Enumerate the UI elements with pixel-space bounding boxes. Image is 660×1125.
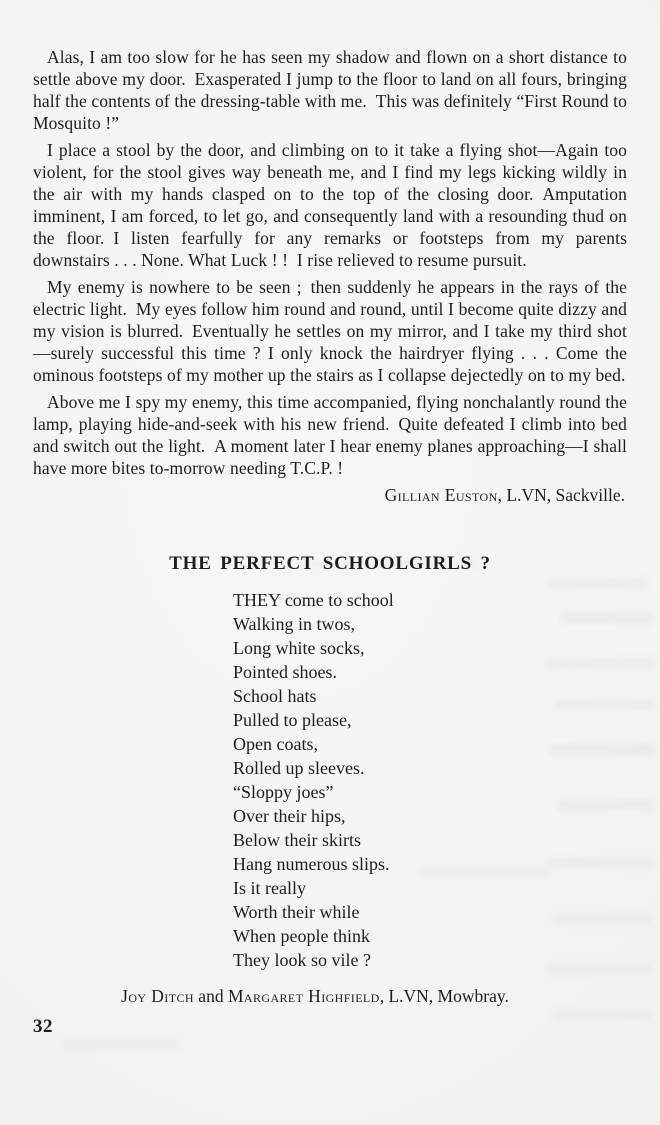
page-content	[33, 46, 627, 1038]
poem-line: School hats	[233, 686, 317, 706]
poem-line: Pulled to please,	[233, 710, 352, 730]
story-paragraph-4: Above me I spy my enemy, this time accompanied, flying nonchalantly round the lamp, playing hide-and-seek with his new friend. Quite defeated I climb into bed and switch out the light. A moment later I hear enemy planes approaching—I shall have more bites to-morrow needing T.C.P. !	[33, 392, 627, 478]
poem-body	[33, 588, 627, 972]
poem-line: Below their skirts	[233, 830, 361, 850]
poem-attribution	[33, 985, 627, 1007]
poem-line: They look so vile ?	[233, 950, 371, 970]
poem-line: Worth their while	[233, 902, 360, 922]
poem-line: Rolled up sleeves.	[233, 758, 365, 778]
poem-line: Walking in twos,	[233, 614, 356, 634]
poem-line: When people think	[233, 926, 370, 946]
poem-line: THEY come to school	[233, 590, 394, 610]
poem-author-connector: and	[193, 986, 228, 1006]
poem-line: Is it really	[233, 878, 306, 898]
story-paragraph-3: My enemy is nowhere to be seen ; then suddenly he appears in the rays of the electric light. My eyes follow him round and round, until I become quite dizzy and my vision is blurred. Eventually he settles on my mirror, and I take my third shot—surely successful this time ? I only knock the hairdryer flying . . . Come the ominous footsteps of my mother up the stairs as I collapse dejectedly on to my bed.	[33, 277, 627, 385]
poem-author-name-1: Joy Ditch	[121, 986, 194, 1006]
poem-line: Open coats,	[233, 734, 318, 754]
story-author-detail: , L.VN, Sackville.	[497, 485, 625, 505]
story-paragraph-2: I place a stool by the door, and climbing on to it take a flying shot—Again too violent, for the stool gives way beneath me, and I find my legs kicking wildly in the air with my hands clasped on to the top of the closing door. Amputation imminent, I am forced, to let go, and consequently land with a resounding thud on the floor. I listen fearfully for any remarks or footsteps from my parents downstairs . . . None. What Luck ! ! I rise relieved to resume pursuit.	[33, 140, 627, 270]
poem-line: Long white socks,	[233, 638, 365, 658]
page-number: 32	[33, 1016, 53, 1037]
poem-author-name-2: Margaret Highfield	[227, 986, 380, 1006]
story-author-name: Gillian Euston	[384, 485, 498, 505]
poem-line: Pointed shoes.	[233, 662, 338, 682]
story-attribution	[33, 484, 627, 506]
poem-line: Hang numerous slips.	[233, 854, 390, 874]
poem-author-detail: , L.VN, Mowbray.	[379, 986, 509, 1006]
poem-title: THE PERFECT SCHOOLGIRLS ?	[169, 553, 491, 574]
story-paragraph-1: Alas, I am too slow for he has seen my shadow and flown on a short distance to settle above my door. Exasperated I jump to the floor to land on all fours, bringing half the contents of the dressing-table with me. This was definitely “First Round to Mosquito !”	[33, 47, 627, 133]
poem-line: Over their hips,	[233, 806, 346, 826]
poem-line: “Sloppy joes”	[233, 782, 334, 802]
